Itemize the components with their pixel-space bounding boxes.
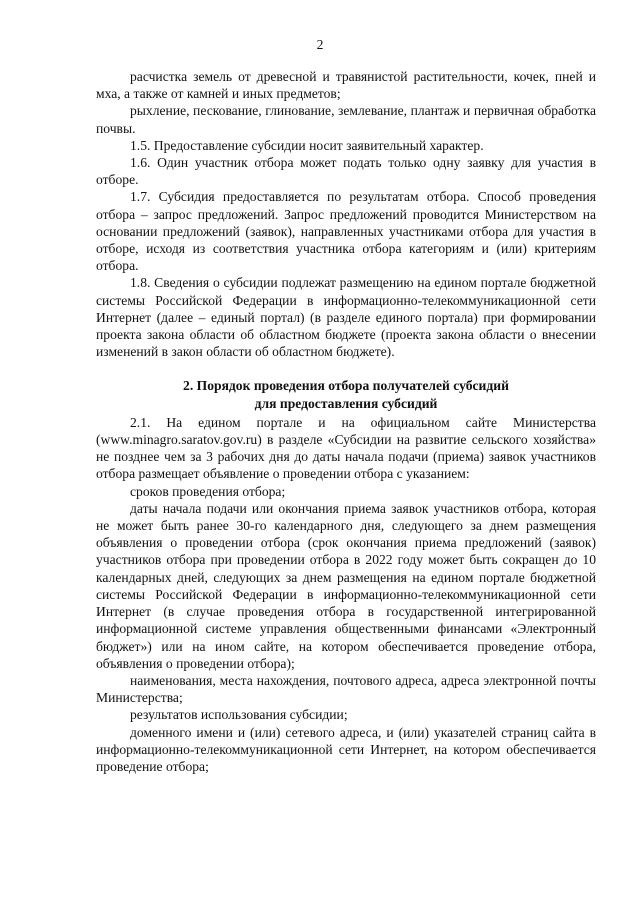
list-item: даты начала подачи или окончания приема заявок участников отбора, которая не может быть ранее 30-го календарного дня, следующего за днем размещения объявления о проведении отбора (срок окончания приема предложений (заявок) участников отбора при проведении отбора в 2022 году может быть сокращен до 10 календарных дней, следующих за днем размещения на едином портале бюджетной системы Российской Федерации в информационно-телекоммуникационной сети Интернет (в случае проведения отбора в государственной интегрированной информационной системе управления общественными финансами «Электронный бюджет») или на ином сайте, на котором обеспечивается проведение отбора, объявления о проведении отбора); xyxy=(96,500,596,671)
paragraph: 1.7. Субсидия предоставляется по результатам отбора. Способ проведения отбора – запрос предложений. Запрос предложений проводится Министерством на основании предложений (заявок), направленных участниками отбора для участия в отборе, исходя из соответствия участника отбора категориям и (или) критериям отбора. xyxy=(96,189,596,274)
section-heading: 2. Порядок проведения отбора получателей субсидий xyxy=(183,378,509,394)
paragraph: 2.1. На едином портале и на официальном сайте Министерства (www.minagro.saratov.gov.ru) в разделе «Субсидии на развитие сельского хозяйства» не позднее чем за 3 рабочих дня до даты начала подачи (приема) заявок участников отбора размещает объявление о проведении отбора с указанием: xyxy=(96,414,596,482)
paragraph: расчистка земель от древесной и травянистой растительности, кочек, пней и мха, а также от камней и иных предметов; xyxy=(96,69,596,102)
list-item: результатов использования субсидии; xyxy=(130,707,348,723)
section-heading-continued: для предоставления субсидий xyxy=(254,395,438,411)
paragraph: 1.8. Сведения о субсидии подлежат размещению на едином портале бюджетной системы Российской Федерации в информационно-телекоммуникационной сети Интернет (далее – единый портал) (в разделе единого портала) при формировании проекта закона области об областном бюджете (проекта закона области о внесении изменений в закон области об областном бюджете). xyxy=(96,275,596,360)
paragraph: 1.6. Один участник отбора может подать только одну заявку для участия в отборе. xyxy=(96,155,596,188)
list-item: сроков проведения отбора; xyxy=(130,483,286,499)
list-item: доменного имени и (или) сетевого адреса, и (или) указателей страниц сайта в информационно-телекоммуникационной сети Интернет, на котором обеспечивается проведение отбора; xyxy=(96,724,596,774)
paragraph: 1.5. Предоставление субсидии носит заявительный характер. xyxy=(130,137,484,153)
document-body xyxy=(96,68,596,775)
paragraph: рыхление, пескование, глинование, землевание, плантаж и первичная обработка почвы. xyxy=(96,103,596,136)
list-item: наименования, места нахождения, почтового адреса, адреса электронной почты Министерства; xyxy=(96,672,596,706)
page-number: 2 xyxy=(316,37,324,52)
